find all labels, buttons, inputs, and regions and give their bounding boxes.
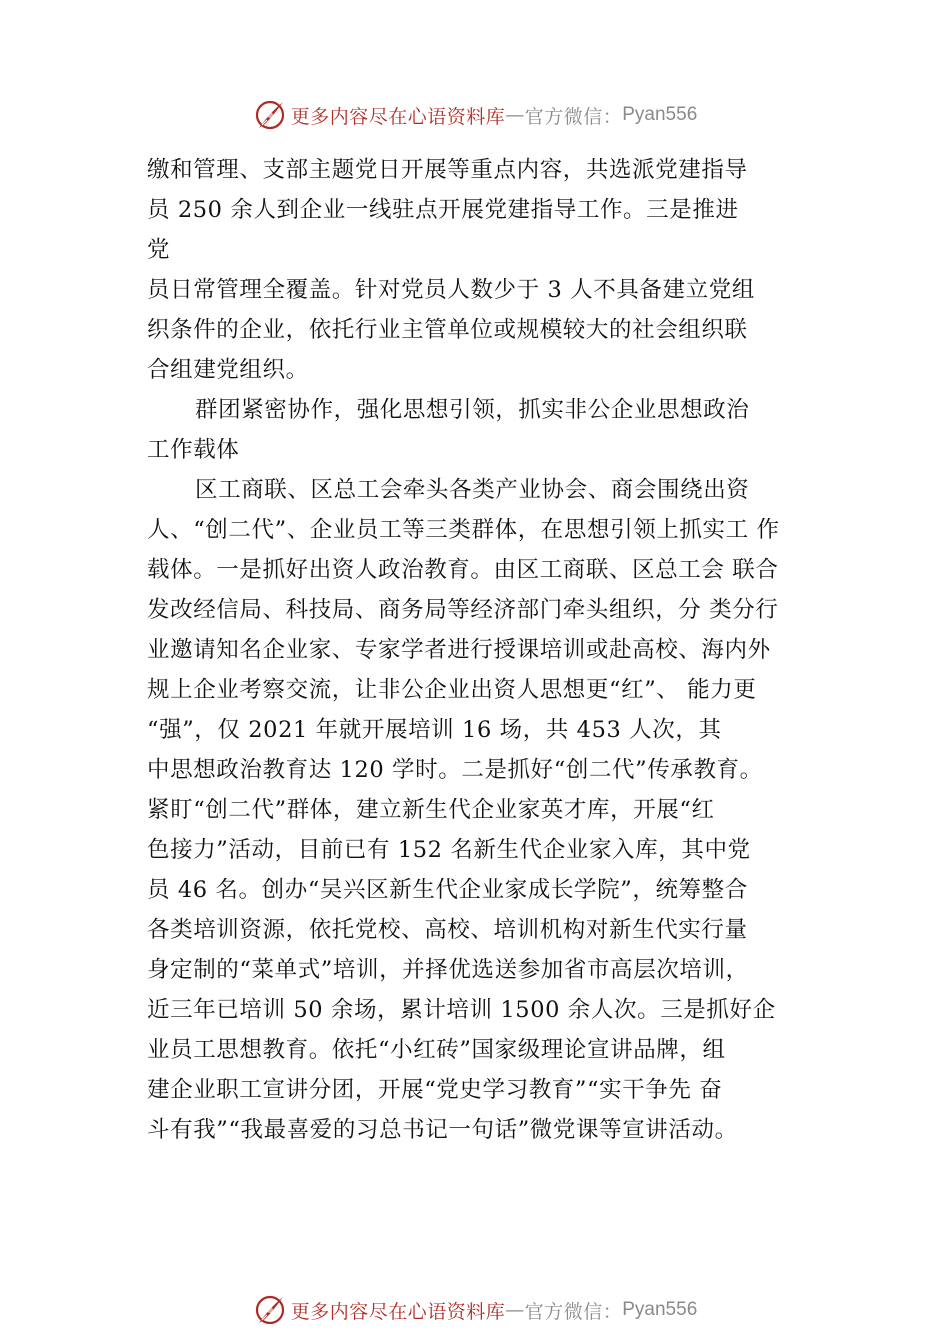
text-line: 各类培训资源，依托党校、高校、培训机构对新生代实行量 [147, 917, 748, 943]
text-line: 人、“创二代”、企业员工等三类群体，在思想引领上抓实工 作 [147, 517, 780, 543]
quill-pen-logo-icon [253, 98, 287, 132]
text-line: 发改经信局、科技局、商务局等经济部门牵头组织，分 类分行 [147, 597, 779, 623]
document-body [147, 150, 837, 1150]
watermark-dash: — [505, 1299, 525, 1321]
text-line: 党 [147, 237, 171, 263]
watermark-site-text: 更多内容尽在心语资料库 [290, 105, 506, 128]
watermark-wechat-label: 官方微信： [524, 105, 623, 128]
text-line: 中思想政治教育达 120 学时。二是抓好“创二代”传承教育。 [147, 757, 763, 783]
text-line: 员 250 余人到企业一线驻点开展党建指导工作。三是推进 [147, 197, 739, 223]
section-heading-line: 工作载体 [147, 437, 240, 463]
text-line: 近三年已培训 50 余场，累计培训 1500 余人次。三是抓好企 [147, 997, 776, 1023]
text-line: 斗有我”“我最喜爱的习总书记一句话”微党课等宣讲活动。 [147, 1117, 738, 1143]
text-line: 合组建党组织。 [147, 357, 309, 383]
section-heading-line: 群团紧密协作，强化思想引领，抓实非公企业思想政治 [195, 397, 750, 423]
text-line: 载体。一是抓好出资人政治教育。由区工商联、区总工会 联合 [147, 557, 779, 583]
quill-pen-logo-icon [253, 1293, 287, 1327]
text-line: 业员工思想教育。依托“小红砖”国家级理论宣讲品牌，组 [147, 1037, 726, 1063]
text-line: 紧盯“创二代”群体，建立新生代企业家英才库，开展“红 [147, 797, 715, 823]
text-line: 身定制的“菜单式”培训，并择优选送参加省市高层次培训， [147, 957, 749, 983]
watermark-site-text: 更多内容尽在心语资料库 [290, 1300, 506, 1323]
text-line: 员日常管理全覆盖。针对党员人数少于 3 人不具备建立党组 [147, 277, 755, 303]
text-line: 规上企业考察交流，让非公企业出资人思想更“红”、 能力更 [147, 677, 757, 703]
text-line: “强”，仅 2021 年就开展培训 16 场，共 453 人次，其 [147, 717, 722, 743]
watermark-wechat-label: 官方微信： [524, 1300, 623, 1323]
text-line: 建企业职工宣讲分团，开展“党史学习教育”“实干争先 奋 [147, 1077, 723, 1103]
text-line: 缴和管理、支部主题党日开展等重点内容，共选派党建指导 [147, 157, 748, 183]
watermark-dash: — [505, 104, 525, 126]
text-line: 色接力”活动，目前已有 152 名新生代企业家入库，其中党 [147, 837, 751, 863]
text-line: 业邀请知名企业家、专家学者进行授课培训或赴高校、海内外 [147, 637, 771, 663]
text-line: 织条件的企业，依托行业主管单位或规模较大的社会组织联 [147, 317, 748, 343]
watermark-header [0, 95, 950, 135]
text-line: 员 46 名。创办“吴兴区新生代企业家成长学院”，统筹整合 [147, 877, 748, 903]
watermark-wechat-id: Pyan556 [622, 104, 698, 125]
watermark-wechat-id: Pyan556 [622, 1299, 698, 1320]
watermark-footer [0, 1290, 950, 1330]
text-line: 区工商联、区总工会牵头各类产业协会、商会围绕出资 [195, 477, 750, 503]
